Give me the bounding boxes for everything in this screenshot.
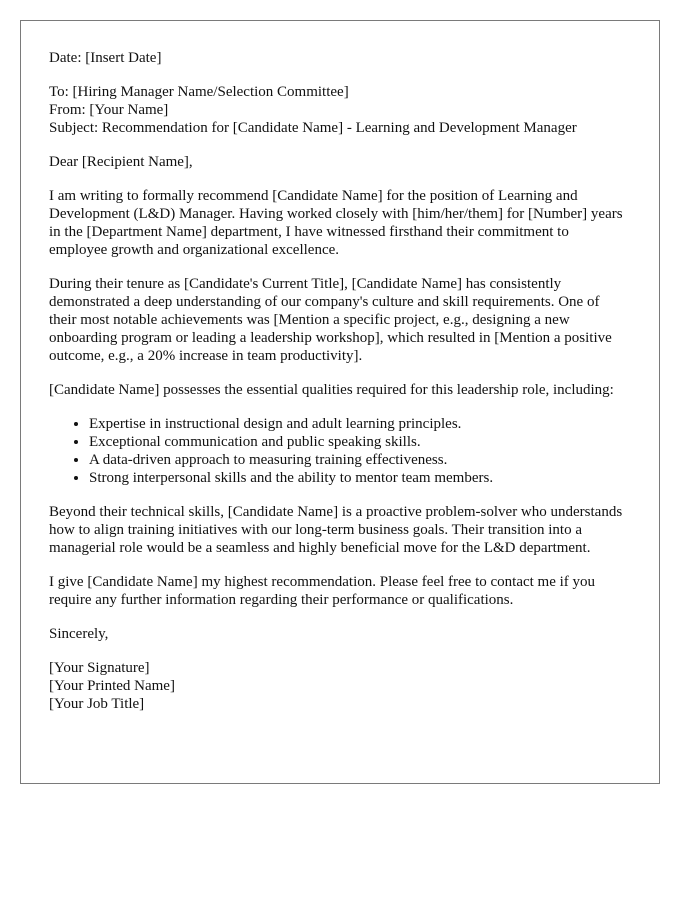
list-item: • Expertise in instructional design and adult learning principles. [89,415,630,433]
qualities-list [49,415,630,487]
printed-name-line: [Your Printed Name] [49,678,175,694]
letter-header [49,83,630,137]
body-paragraph-intro: I am writing to formally recommend [Candidate Name] for the position of Learning and Development (L&D) Manager. Having worked closely with [him/her/them] for [Number] years in the [Department Name] department, I have witnessed firsthand their commitment to employee growth and organizational excellence. [49,188,623,258]
body-paragraph-recommendation: I give [Candidate Name] my highest recommendation. Please feel free to contact me if you require any further information regarding their performance or qualifications. [49,574,596,608]
signature-block [49,659,630,713]
list-item: • Strong interpersonal skills and the ability to mentor team members. [89,469,630,487]
to-line: To: [Hiring Manager Name/Selection Committee] [49,84,349,100]
salutation: Dear [Recipient Name], [49,154,193,170]
subject-line: Subject: Recommendation for [Candidate Name] - Learning and Development Manager [49,120,577,136]
list-item: • Exceptional communication and public speaking skills. [89,433,630,451]
valediction: Sincerely, [49,626,109,642]
signature-line: [Your Signature] [49,660,150,676]
list-item: • A data-driven approach to measuring training effectiveness. [89,451,630,469]
job-title-line: [Your Job Title] [49,696,145,712]
body-paragraph-achievements: During their tenure as [Candidate's Current Title], [Candidate Name] has consistently demonstrated a deep understanding of our company's culture and skill requirements. One of their most notable achievements was [Mention a specific project, e.g., designing a new onboarding program or leading a leadership workshop], which resulted in [Mention a positive outcome, e.g., a 20% increase in team productivity]. [49,276,612,364]
from-line: From: [Your Name] [49,102,169,118]
body-paragraph-qualities-intro: [Candidate Name] possesses the essential qualities required for this leadership role, including: [49,382,614,398]
recommendation-letter [20,20,660,784]
date-line: Date: [Insert Date] [49,50,162,66]
body-paragraph-summary: Beyond their technical skills, [Candidate Name] is a proactive problem-solver who understands how to align training initiatives with our long-term business goals. Their transition into a managerial role would be a seamless and highly beneficial move for the L&D department. [49,504,623,556]
